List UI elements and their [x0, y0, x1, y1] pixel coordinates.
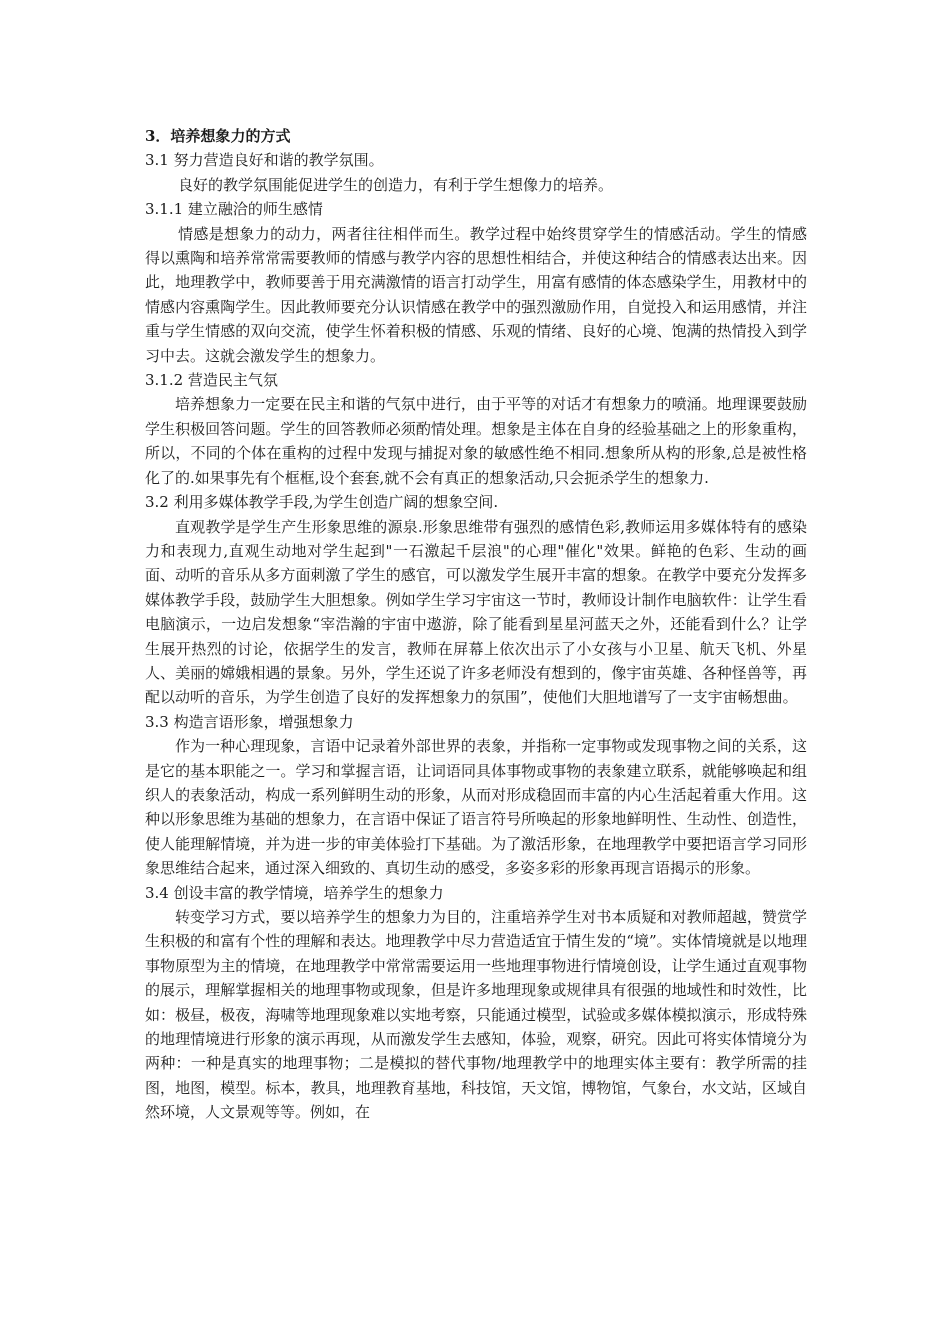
subsection-heading-3-1: 3.1 努力营造良好和谐的教学氛围。: [145, 151, 384, 170]
subsection-heading-3-1-2: 3.1.2 营造民主气氛: [145, 371, 278, 390]
section-title: 3．培养想象力的方式: [145, 127, 291, 145]
paragraph: 培养想象力一定要在民主和谐的气氛中进行，由于平等的对话才有想象力的喷涌。地理课要鼓励学生积极回答问题。学生的回答教师必须酌情处理。想象是主体在自身的经验基础之上的形象重构，所以，不同的个体在重构的过程中发现与捕捉对象的敏感性绝不相同.想象所从构的形象,总是被性格化了的.如果事先有个框框,设个套套,就不会有真正的想象活动,只会扼杀学生的想象力.: [145, 395, 807, 487]
paragraph: 转变学习方式，要以培养学生的想象力为目的，注重培养学生对书本质疑和对教师超越，赞赏学生积极的和富有个性的理解和表达。地理教学中尽力营造适宜于情生发的“境”。实体情境就是以地理事物原型为主的情境，在地理教学中常常需要运用一些地理事物进行情境创设，让学生通过直观事物的展示，理解掌握相关的地理事物或现象，但是许多地理现象或规律具有很强的地域性和时效性，比如：极昼，极夜，海啸等地理现象难以实地考察，只能通过模型，试验或多媒体模拟演示，形成特殊的地理情境进行形象的演示再现，从而激发学生去感知，体验，观察，研究。因此可将实体情境分为两种：一种是真实的地理事物；二是模拟的替代事物/地理教学中的地理实体主要有：教学所需的挂图，地图，模型。标本，教具，地理教育基地，科技馆，天文馆，博物馆，气象台，水文站，区域自然环境，人文景观等等。例如，在: [145, 908, 807, 1122]
subsection-heading-3-1-1: 3.1.1 建立融洽的师生感情: [145, 200, 323, 219]
paragraph: 情感是想象力的动力，两者往往相伴而生。教学过程中始终贯穿学生的情感活动。学生的情感得以熏陶和培养常常需要教师的情感与教学内容的思想性相结合，并使这种结合的情感表达出来。因此，地理教学中，教师要善于用充满激情的语言打动学生，用富有感情的体态感染学生，用教材中的情感内容熏陶学生。因此教师要充分认识情感在教学中的强烈激励作用，自觉投入和运用感情，并注重与学生情感的双向交流，使学生怀着积极的情感、乐观的情绪、良好的心境、饱满的热情投入到学习中去。这就会激发学生的想象力。: [145, 224, 807, 365]
subsection-heading-3-3: 3.3 构造言语形象，增强想象力: [145, 712, 354, 731]
subsection-heading-3-2: 3.2 利用多媒体教学手段,为学生创造广阔的想象空间.: [145, 493, 499, 512]
paragraph: 良好的教学氛围能促进学生的创造力，有利于学生想像力的培养。: [178, 175, 614, 194]
paragraph: 作为一种心理现象，言语中记录着外部世界的表象，并指称一定事物或发现事物之间的关系，这是它的基本职能之一。学习和掌握言语，让词语同具体事物或事物的表象建立联系，就能够唤起和组织人的表象活动，构成一系列鲜明生动的形象，从而对形成稳固而丰富的内心生活起着重大作用。这种以形象思维为基础的想象力，在言语中保证了语言符号所唤起的形象地鲜明性、生动性、创造性，使人能理解情境，并为进一步的审美体验打下基础。为了激活形象，在地理教学中要把语言学习同形象思维结合起来，通过深入细致的、真切生动的感受，多姿多彩的形象再现言语揭示的形象。: [145, 737, 807, 878]
subsection-heading-3-4: 3.4 创设丰富的教学情境，培养学生的想象力: [145, 883, 444, 902]
paragraph: 直观教学是学生产生形象思维的源泉.形象思维带有强烈的感情色彩,教师运用多媒体特有的感染力和表现力,直观生动地对学生起到"一石激起千层浪"的心理"催化"效果。鲜艳的色彩、生动的画面、动听的音乐从多方面刺激了学生的感官，可以激发学生展开丰富的想象。在教学中要充分发挥多媒体教学手段，鼓励学生大胆想象。例如学生学习宇宙这一节时，教师设计制作电脑软件：让学生看电脑演示，一边启发想象“宰浩瀚的宇宙中遨游，除了能看到星星河蓝天之外，还能看到什么？让学生展开热烈的讨论，依据学生的发言，教师在屏幕上依次出示了小女孩与小卫星、航天飞机、外星人、美丽的嫦娥相遇的景象。另外，学生还说了许多老师没有想到的，像宇宙英雄、各种怪兽等，再配以动听的音乐，为学生创造了良好的发挥想象力的氛围”，使他们大胆地谱写了一支宇宙畅想曲。: [145, 517, 807, 707]
document-page: [145, 124, 807, 1125]
